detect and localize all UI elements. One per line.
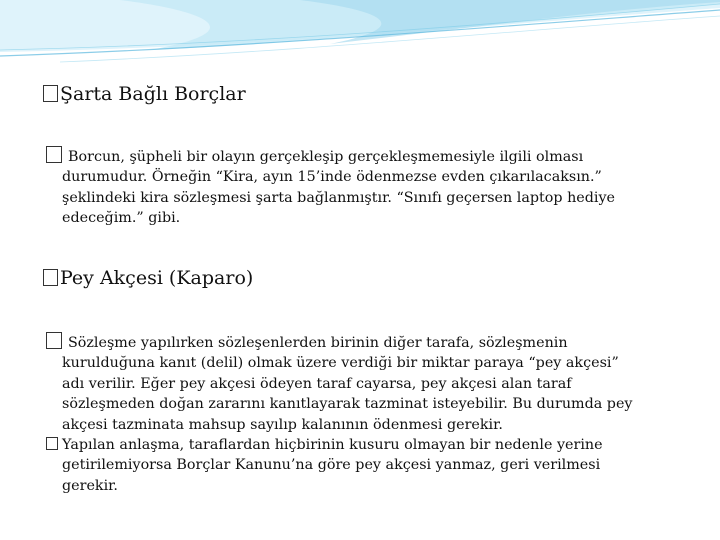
bullet-box-icon [46, 437, 58, 450]
paragraph-line: durumudur. Örneğin “Kira, ayın 15’inde ödenmezse evden çıkarılacaksın.” [62, 169, 602, 186]
paragraph-line: edeceğim.” gibi. [62, 210, 181, 227]
heading-text: Şarta Bağlı Borçlar [60, 83, 246, 105]
section-heading-pey-akcesi [43, 266, 253, 290]
bullet-box-icon [43, 85, 58, 102]
paragraph-line: gerekir. [62, 477, 118, 494]
paragraph-line: Sözleşme yapılırken sözleşenlerden birinin diğer tarafa, sözleşmenin [46, 333, 633, 353]
paragraph-sarta-bagli [46, 147, 615, 229]
paragraph-line: adı verilir. Eğer pey akçesi ödeyen taraf cayarsa, pey akçesi alan taraf [62, 375, 572, 392]
bullet-box-icon [46, 332, 62, 349]
paragraph-line: Yapılan anlaşma, taraflardan hiçbirinin kusuru olmayan bir nedenle yerine [46, 435, 633, 455]
paragraph-line: Borcun, şüpheli bir olayın gerçekleşip gerçekleşmemesiyle ilgili olması [46, 147, 615, 167]
paragraph-line: şeklindeki kira sözleşmesi şarta bağlanmıştır. “Sınıfı geçersen laptop hediye [62, 189, 615, 206]
bullet-box-icon [46, 146, 62, 163]
paragraph-line: kurulduğuna kanıt (delil) olmak üzere verdiği bir miktar paraya “pey akçesi” [62, 355, 619, 372]
section-heading-sarta-bagli [43, 82, 246, 106]
paragraph-line: sözleşmeden doğan zararını kanıtlayarak tazminat isteyebilir. Bu durumda pey [62, 396, 633, 413]
paragraph-line: akçesi tazminata mahsup sayılıp kalanının ödenmesi gerekir. [62, 416, 503, 433]
paragraph-line: getirilemiyorsa Borçlar Kanunu’na göre pey akçesi yanmaz, geri verilmesi [62, 457, 601, 474]
heading-text: Pey Akçesi (Kaparo) [60, 267, 254, 289]
bullet-box-icon [43, 269, 58, 286]
paragraph-pey-akcesi [46, 333, 633, 496]
